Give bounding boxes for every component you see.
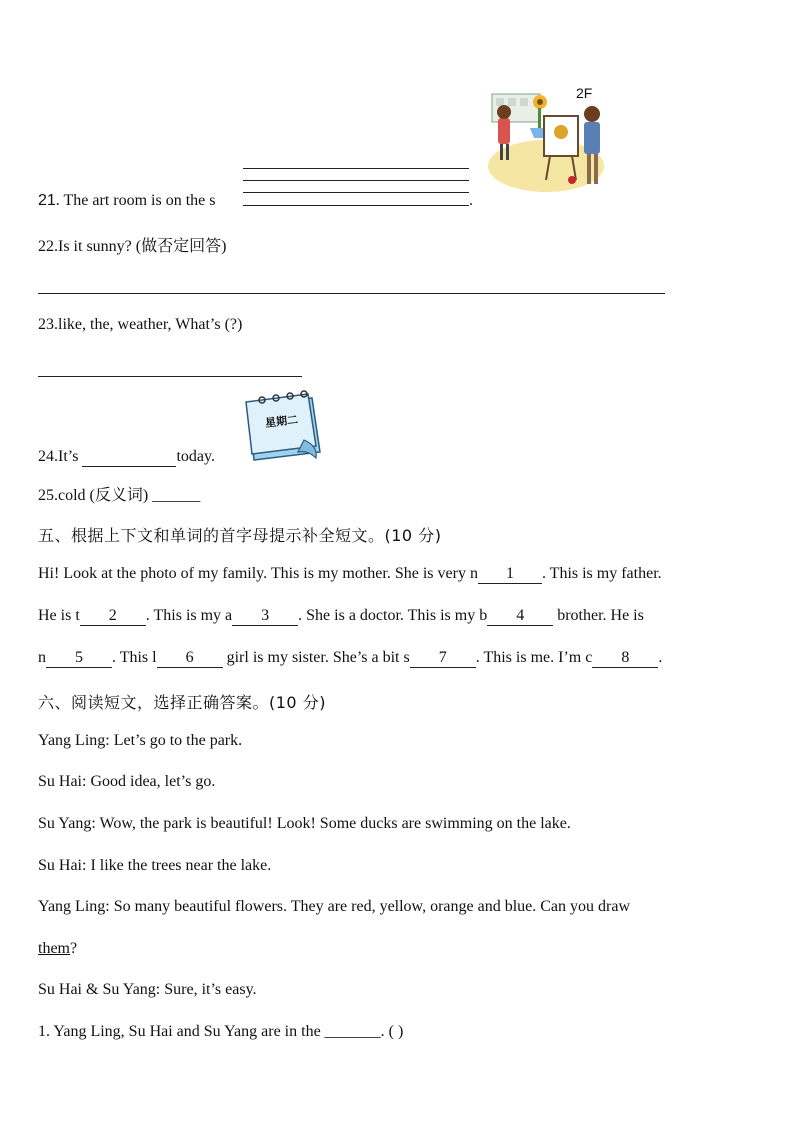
cloze-line-1 xyxy=(38,565,662,584)
answer-line[interactable] xyxy=(243,180,469,181)
answer-blank[interactable] xyxy=(82,449,176,467)
cloze-blank-4[interactable]: 4 xyxy=(487,608,553,626)
cloze-blank-1[interactable]: 1 xyxy=(478,566,542,584)
cloze-text: n xyxy=(38,649,46,666)
cloze-text: . She is a doctor. This is my b xyxy=(298,607,488,624)
dialogue-line: Su Yang: Wow, the park is beautiful! Look! Some ducks are swimming on the lake. xyxy=(38,815,571,832)
question-24 xyxy=(38,448,215,467)
dialogue-text: ? xyxy=(70,940,78,957)
question-text: 24.It’s xyxy=(38,448,83,465)
cloze-text: . This is my father. xyxy=(541,565,662,582)
dialogue-line: Su Hai & Su Yang: Sure, it’s easy. xyxy=(38,981,257,998)
underlined-word: them xyxy=(38,940,70,957)
question-number: 21 xyxy=(38,192,56,209)
question-21 xyxy=(38,192,215,210)
calendar-label: 星期二 xyxy=(264,413,299,430)
cloze-text: . xyxy=(658,649,663,666)
cloze-blank-3[interactable]: 3 xyxy=(232,608,298,626)
cloze-text: girl is my sister. She’s a bit s xyxy=(222,649,410,666)
cloze-text: . This is me. I’m c xyxy=(475,649,593,666)
dialogue-line: Su Hai: Good idea, let’s go. xyxy=(38,773,216,790)
answer-line[interactable] xyxy=(38,376,302,377)
question-text-end: today. xyxy=(176,448,215,465)
cloze-text: . This l xyxy=(112,649,157,666)
section-5-heading: 五、根据上下文和单词的首字母提示补全短文。(10 分) xyxy=(38,526,442,545)
cloze-text: He is t xyxy=(38,607,80,624)
answer-line[interactable] xyxy=(38,293,665,294)
question-text: . The art room is on the s xyxy=(55,192,216,209)
question-25: 25.cold (反义词) ______ xyxy=(38,487,201,504)
cloze-blank-6[interactable]: 6 xyxy=(157,650,223,668)
cloze-text: Hi! Look at the photo of my family. This is my mother. She is very n xyxy=(38,565,478,582)
cloze-blank-8[interactable]: 8 xyxy=(592,650,658,668)
floor-label: 2F xyxy=(576,85,593,101)
answer-line[interactable] xyxy=(243,205,469,206)
section-6-heading: 六、阅读短文，选择正确答案。(10 分) xyxy=(38,693,326,712)
question-21-end: . xyxy=(469,192,473,209)
dialogue-line: Yang Ling: So many beautiful flowers. They are red, yellow, orange and blue. Can you draw xyxy=(38,898,631,915)
dialogue-line: Su Hai: I like the trees near the lake. xyxy=(38,857,272,874)
answer-line[interactable] xyxy=(243,168,469,169)
question-1[interactable]: 1. Yang Ling, Su Hai and Su Yang are in the _______. ( ) xyxy=(38,1023,404,1040)
question-22: 22.Is it sunny? (做否定回答) xyxy=(38,238,227,255)
answer-line[interactable] xyxy=(243,192,469,193)
cloze-blank-5[interactable]: 5 xyxy=(46,650,112,668)
cloze-text: brother. He is xyxy=(553,607,644,624)
cloze-blank-7[interactable]: 7 xyxy=(410,650,476,668)
question-23: 23.like, the, weather, What’s (?) xyxy=(38,316,243,333)
cloze-line-2 xyxy=(38,607,644,626)
cloze-text: . This is my a xyxy=(145,607,233,624)
dialogue-line: Yang Ling: Let’s go to the park. xyxy=(38,732,243,749)
cloze-blank-2[interactable]: 2 xyxy=(80,608,146,626)
art-room-illustration xyxy=(484,88,614,208)
dialogue-line-continued xyxy=(38,940,77,958)
cloze-line-3 xyxy=(38,649,662,668)
